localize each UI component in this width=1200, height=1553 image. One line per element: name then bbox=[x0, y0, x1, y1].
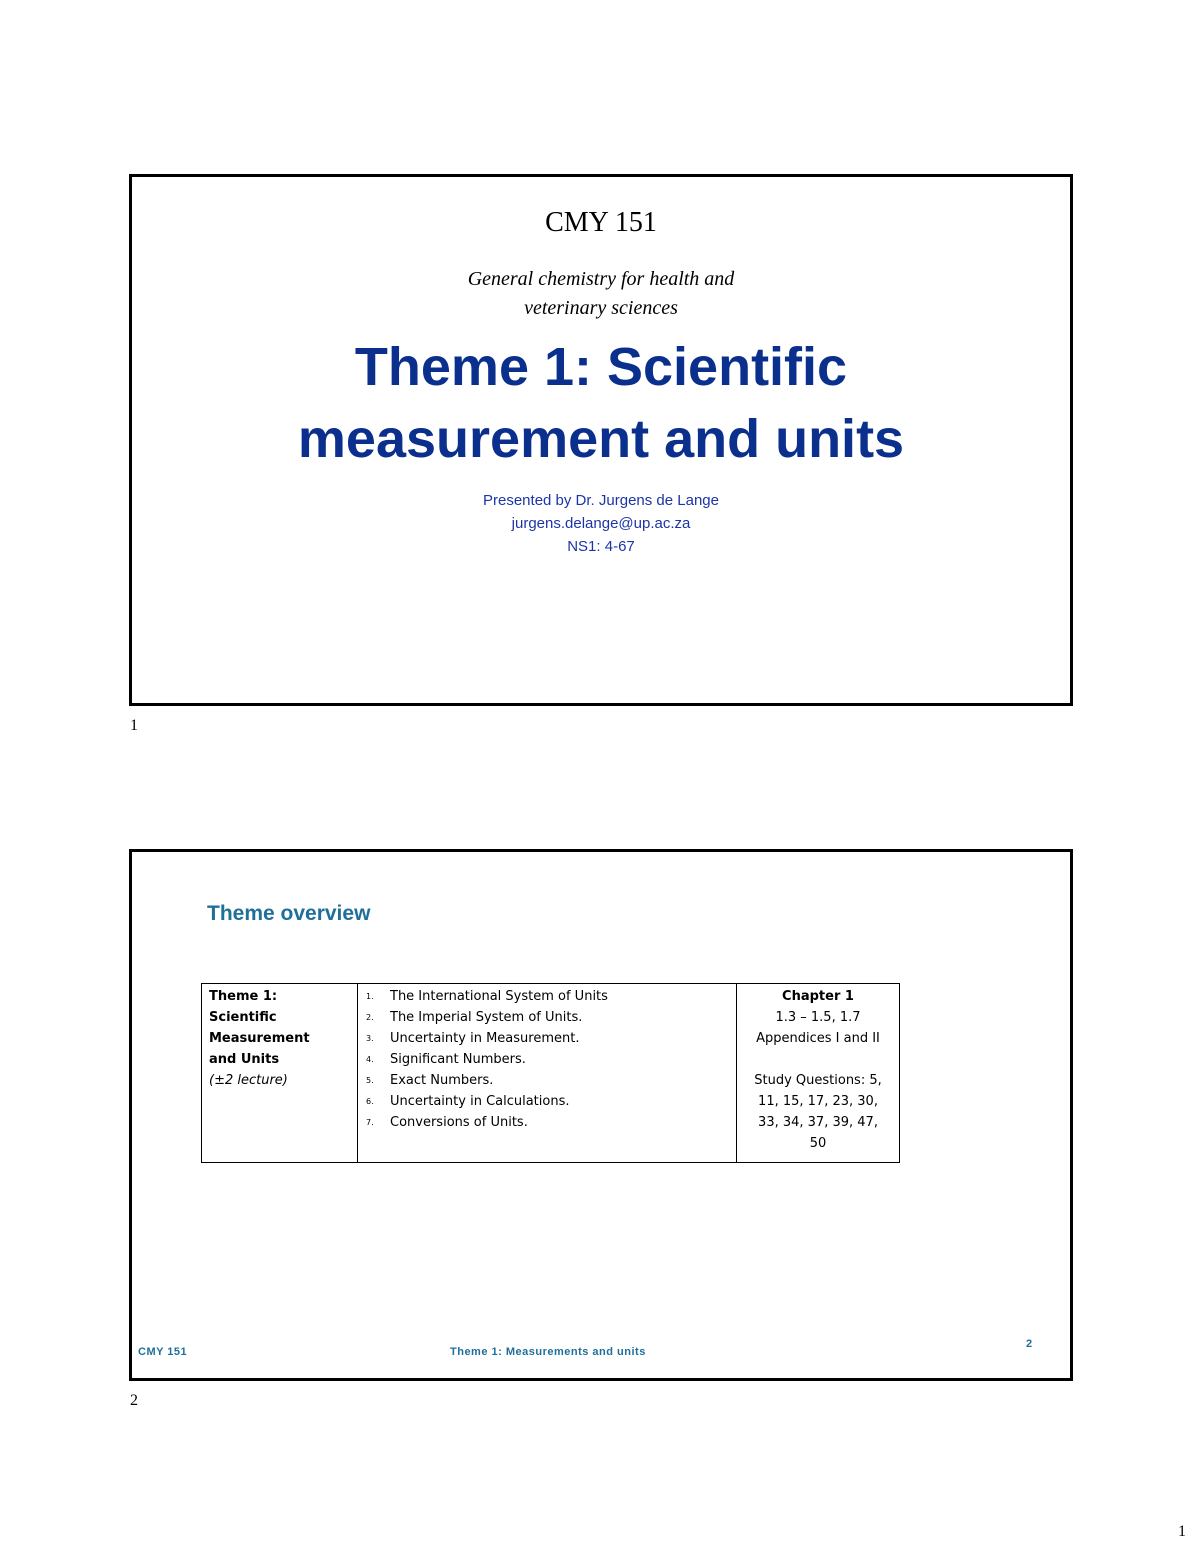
study-questions-line: 33, 34, 37, 39, 47, bbox=[758, 1115, 878, 1130]
subtitle-line-1: General chemistry for health and bbox=[467, 268, 735, 290]
table-row bbox=[202, 984, 900, 1163]
presenter-office: NS1: 4-67 bbox=[567, 538, 635, 555]
course-code: CMY 151 bbox=[545, 207, 657, 238]
footer-theme: Theme 1: Measurements and units bbox=[450, 1346, 646, 1358]
topics-cell bbox=[358, 984, 737, 1163]
presenter-email: jurgens.delange@up.ac.za bbox=[511, 515, 691, 532]
slide-2 bbox=[129, 849, 1073, 1381]
list-item bbox=[366, 1049, 732, 1070]
list-item bbox=[366, 1028, 732, 1049]
theme-line: and Units bbox=[209, 1052, 280, 1067]
slide-heading: Theme overview bbox=[207, 902, 371, 925]
theme-line: Scientific bbox=[209, 1010, 277, 1025]
slide-title bbox=[132, 331, 1070, 475]
study-questions-line: 50 bbox=[809, 1136, 827, 1151]
topic-number: 7. bbox=[366, 1118, 374, 1127]
topic-number: 4. bbox=[366, 1055, 374, 1064]
list-item bbox=[366, 986, 732, 1007]
presenter-info bbox=[132, 489, 1070, 558]
overview-table bbox=[201, 983, 900, 1163]
topic-number: 2. bbox=[366, 1013, 374, 1022]
theme-line: Measurement bbox=[209, 1031, 310, 1046]
list-item bbox=[366, 1091, 732, 1112]
page-number: 1 bbox=[1178, 1523, 1186, 1540]
list-item bbox=[366, 1112, 732, 1133]
footer-course: CMY 151 bbox=[138, 1346, 188, 1358]
presenter-name: Presented by Dr. Jurgens de Lange bbox=[483, 492, 719, 509]
list-item bbox=[366, 1070, 732, 1091]
title-line-2: measurement and units bbox=[297, 409, 905, 469]
topic-text: The Imperial System of Units. bbox=[390, 1010, 583, 1025]
topic-text: The International System of Units bbox=[390, 989, 608, 1004]
theme-cell bbox=[202, 984, 358, 1163]
appendices: Appendices I and II bbox=[756, 1031, 880, 1046]
chapter-label: Chapter 1 bbox=[782, 989, 854, 1004]
title-line-1: Theme 1: Scientific bbox=[354, 337, 848, 397]
topic-number: 5. bbox=[366, 1076, 374, 1085]
topic-number: 1. bbox=[366, 992, 374, 1001]
footer-slide-number: 2 bbox=[1026, 1338, 1033, 1350]
topic-text: Conversions of Units. bbox=[390, 1115, 528, 1130]
study-questions-line: Study Questions: 5, bbox=[754, 1073, 882, 1088]
subtitle-line-2: veterinary sciences bbox=[524, 297, 678, 319]
topic-text: Exact Numbers. bbox=[390, 1073, 494, 1088]
study-questions-line: 11, 15, 17, 23, 30, bbox=[758, 1094, 878, 1109]
slide-1 bbox=[129, 174, 1073, 706]
theme-line: Theme 1: bbox=[209, 989, 278, 1004]
topic-text: Significant Numbers. bbox=[390, 1052, 526, 1067]
course-subtitle bbox=[132, 265, 1070, 323]
topic-list bbox=[366, 986, 732, 1133]
references-cell bbox=[737, 984, 900, 1163]
list-item bbox=[366, 1007, 732, 1028]
topic-number: 6. bbox=[366, 1097, 374, 1106]
slide-number-2: 2 bbox=[130, 1392, 138, 1409]
slide-number-1: 1 bbox=[130, 717, 138, 734]
topic-text: Uncertainty in Measurement. bbox=[390, 1031, 580, 1046]
lecture-count: (±2 lecture) bbox=[209, 1073, 288, 1088]
topic-text: Uncertainty in Calculations. bbox=[390, 1094, 570, 1109]
chapter-sections: 1.3 – 1.5, 1.7 bbox=[775, 1010, 861, 1025]
topic-number: 3. bbox=[366, 1034, 374, 1043]
